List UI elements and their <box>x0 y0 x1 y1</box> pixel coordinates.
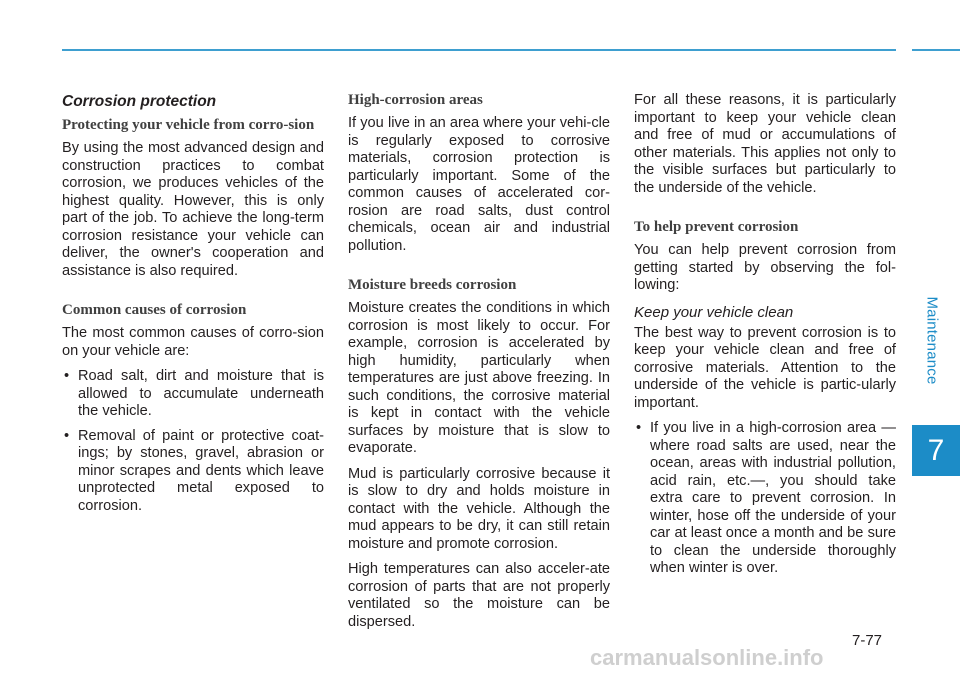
paragraph: For all these reasons, it is particularly important to keep your vehicle clean and free of mud or accumulations of other materials. This applies not only to the visible surfaces but particularly to the underside of the vehicle. <box>634 92 896 196</box>
paragraph: If you live in an area where your vehi-cle is regularly exposed to corrosive materials, corrosion protection is particularly important. Some of the common causes of accelerated cor-rosion are road salts, dust control chemicals, ocean air and industrial pollution. <box>348 115 610 254</box>
page-number: 7-77 <box>852 632 883 649</box>
heading-protecting: Protecting your vehicle from corro-sion <box>62 117 315 133</box>
paragraph: The most common causes of corro-sion on your vehicle are: <box>62 325 324 359</box>
header-rule <box>62 49 896 51</box>
watermark: carmanualsonline.info <box>590 645 824 670</box>
section-title: Corrosion protection <box>62 93 217 110</box>
list-item: • If you live in a high-corrosion area — where road salts are used, near the ocean, areas with industrial pollution, acid rain, etc.—, you should take extra care to prevent corrosion. In winter, hose off the underside of your car at least once a month and be sure to clean the underside thoroughly when winter is over. <box>634 420 896 578</box>
column-right <box>634 92 896 586</box>
section-tab-label <box>920 250 944 430</box>
paragraph: Moisture creates the conditions in which corrosion is most likely to occur. For example, corrosion is accelerated by high humidity, particularly when temperatures are just above freezing. In such conditions, the corrosive material is kept in contact with the vehicle surfaces by moisture that is slow to evaporate. <box>348 300 610 456</box>
heading-common-causes: Common causes of corrosion <box>62 302 247 318</box>
paragraph: You can help prevent corrosion from getting started by observing the fol-lowing: <box>634 242 896 293</box>
heading-moisture: Moisture breeds corrosion <box>348 277 517 293</box>
bullet-list <box>634 420 896 578</box>
list-item: • Removal of paint or protective coat-ings; by stones, gravel, abrasion or minor scrapes and dents which leave unprotected metal exposed to corrosion. <box>62 428 324 516</box>
chapter-tab: 7 <box>912 425 960 476</box>
side-header-rule <box>912 49 960 51</box>
column-left <box>62 92 324 523</box>
bullet-list <box>62 368 324 515</box>
paragraph: Mud is particularly corrosive because it is slow to dry and holds moisture in contact with the vehicle. Although the mud appears to be dry, it can still retain moisture and promote corrosion. <box>348 465 610 552</box>
paragraph: By using the most advanced design and construction practices to combat corrosion, we produces vehicles of the highest quality. However, this is only part of the job. To achieve the long-term corrosion resistance your vehicle can deliver, the owner's cooperation and assistance is also required. <box>62 140 324 279</box>
column-middle <box>348 92 610 639</box>
list-item: • Road salt, dirt and moisture that is allowed to accumulate underneath the vehicle. <box>62 368 324 421</box>
paragraph: The best way to prevent corrosion is to keep your vehicle clean and free of corrosive materials. Attention to the underside of the vehicle is partic-ularly important. <box>634 324 896 411</box>
heading-high-corrosion: High-corrosion areas <box>348 92 483 108</box>
section-tab-text: Maintenance <box>923 295 941 385</box>
paragraph: High temperatures can also acceler-ate corrosion of parts that are not properly ventilated so the moisture can be dispersed. <box>348 561 610 630</box>
heading-help-prevent: To help prevent corrosion <box>634 219 799 235</box>
subheading-keep-clean: Keep your vehicle clean <box>634 303 794 321</box>
